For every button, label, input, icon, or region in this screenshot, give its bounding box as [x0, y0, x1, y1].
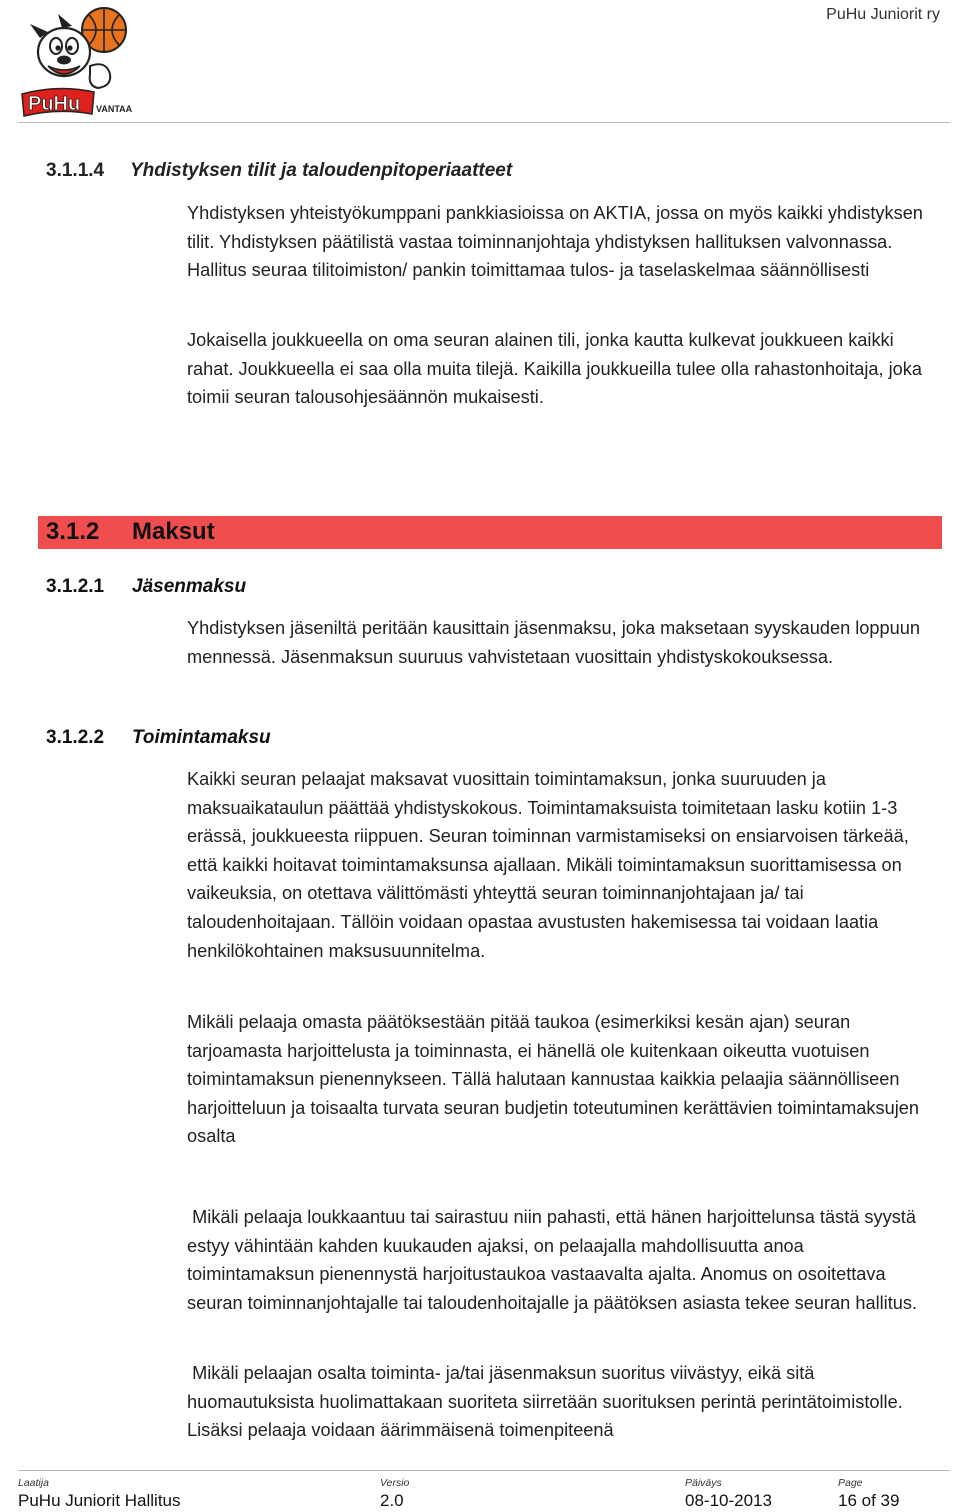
paragraph: Mikäli pelaaja loukkaantuu tai sairastuu niin pahasti, että hänen harjoittelunsa tästä syystä estyy vähintään kahden kuukauden ajaksi, on pelaajalla mahdollisuutta anoa toimintamaksun pienennystä harjoitustaukoa vastaavalta ajalta. Anomus on osoitettava seuran toiminnanjohtajalle tai taloudenhoitajalle ja päätöksen asiasta tekee seuran hallitus. — [187, 1207, 922, 1313]
organization-name: PuHu Juniorit ry — [826, 6, 940, 23]
section-title: Toimintamaksu — [132, 727, 271, 748]
footer-page-label: Page — [838, 1477, 863, 1489]
paragraph: Mikäli pelaaja omasta päätöksestään pitää taukoa (esimerkiksi kesän ajan) seuran tarjoamasta harjoittelusta ja toiminnasta, ei hänellä ole kuitenkaan oikeutta vuotuisen toimintamaksun pienennykseen. Tällä halutaan kannustaa kaikkia pelaajia säännölliseen harjoitteluun ja toisaalta turvata seuran budjetin toteutuminen kerättävien toimintamaksujen osalta — [187, 1012, 919, 1147]
footer-date: 08-10-2013 — [685, 1491, 772, 1510]
paragraph: Mikäli pelaajan osalta toiminta- ja/tai jäsenmaksun suoritus viivästyy, eikä sitä huomautuksista huolimattakaan suoriteta siirretään suorituksen perintä perintätoimistolle. Lisäksi pelaaja voidaan äärimmäisenä toimenpiteenä — [187, 1363, 908, 1441]
paragraph: Kaikki seuran pelaajat maksavat vuosittain toimintamaksun, jonka suuruuden ja maksuaikataulun päättää yhdistyskokous. Toimintamaksuista toimitetaan lasku kotiin 1-3 erässä, joukkueesta riippuen. Seuran toiminnan varmistamiseksi on ensiarvoisen tärkeää, että kaikki hoitavat toimintamaksunsa ajallaan. Mikäli toimintamaksun suorittamisessa on vaikeuksia, on otettava välittömästi yhteyttä seuran toiminnanjohtajaan ja/ tai taloudenhoitajaan. Tällöin voidaan opastaa avustusten hakemisessa tai voidaan laatia henkilökohtainen maksusuunnitelma. — [187, 769, 909, 961]
section-number: 3.1.2 — [46, 518, 100, 545]
section-title: Yhdistyksen tilit ja taloudenpitoperiaatteet — [130, 160, 513, 181]
paragraph: Yhdistyksen jäseniltä peritään kausittain jäsenmaksu, joka maksetaan syyskauden loppuun mennessä. Jäsenmaksun suuruus vahvistetaan vuosittain yhdistyskokouksessa. — [187, 618, 920, 667]
puhu-logo — [18, 4, 136, 118]
footer-date-label: Päiväys — [685, 1477, 722, 1489]
section-heading-3121 — [46, 576, 246, 598]
paragraph: Jokaisella joukkueella on oma seuran alainen tili, jonka kautta kulkevat joukkueen kaikki rahat. Joukkueella ei saa olla muita tilejä. Kaikilla joukkueilla tulee olla rahastonhoitaja, joka toimii seuran talousohjesäännön mukaisesti. — [187, 330, 923, 408]
footer-version-label: Versio — [380, 1477, 410, 1489]
footer-page-number: 16 of 39 — [838, 1491, 900, 1510]
section-number: 3.1.2.1 — [46, 576, 105, 597]
header-divider — [18, 122, 950, 123]
section-heading-312 — [46, 518, 215, 546]
section-title: Jäsenmaksu — [132, 576, 247, 597]
section-heading-3114 — [46, 160, 512, 182]
footer-author: PuHu Juniorit Hallitus — [18, 1491, 181, 1510]
svg-text:PuHu: PuHu — [28, 93, 81, 115]
footer-divider — [18, 1470, 950, 1471]
svg-text:VANTAA: VANTAA — [96, 104, 133, 114]
section-number: 3.1.1.4 — [46, 160, 105, 181]
section-heading-3122 — [46, 727, 271, 749]
paragraph: Yhdistyksen yhteistyökumppani pankkiasioissa on AKTIA, jossa on myös kaikki yhdistyksen tilit. Yhdistyksen päätilistä vastaa toiminnanjohtaja yhdistyksen hallituksen valvonnassa. Hallitus seuraa tilitoimiston/ pankin toimittamaa tulos- ja taselaskelmaa säännöllisesti — [187, 203, 923, 281]
footer-version: 2.0 — [380, 1491, 404, 1510]
section-number: 3.1.2.2 — [46, 727, 105, 748]
section-title: Maksut — [132, 518, 215, 545]
footer-author-label: Laatija — [18, 1477, 49, 1489]
